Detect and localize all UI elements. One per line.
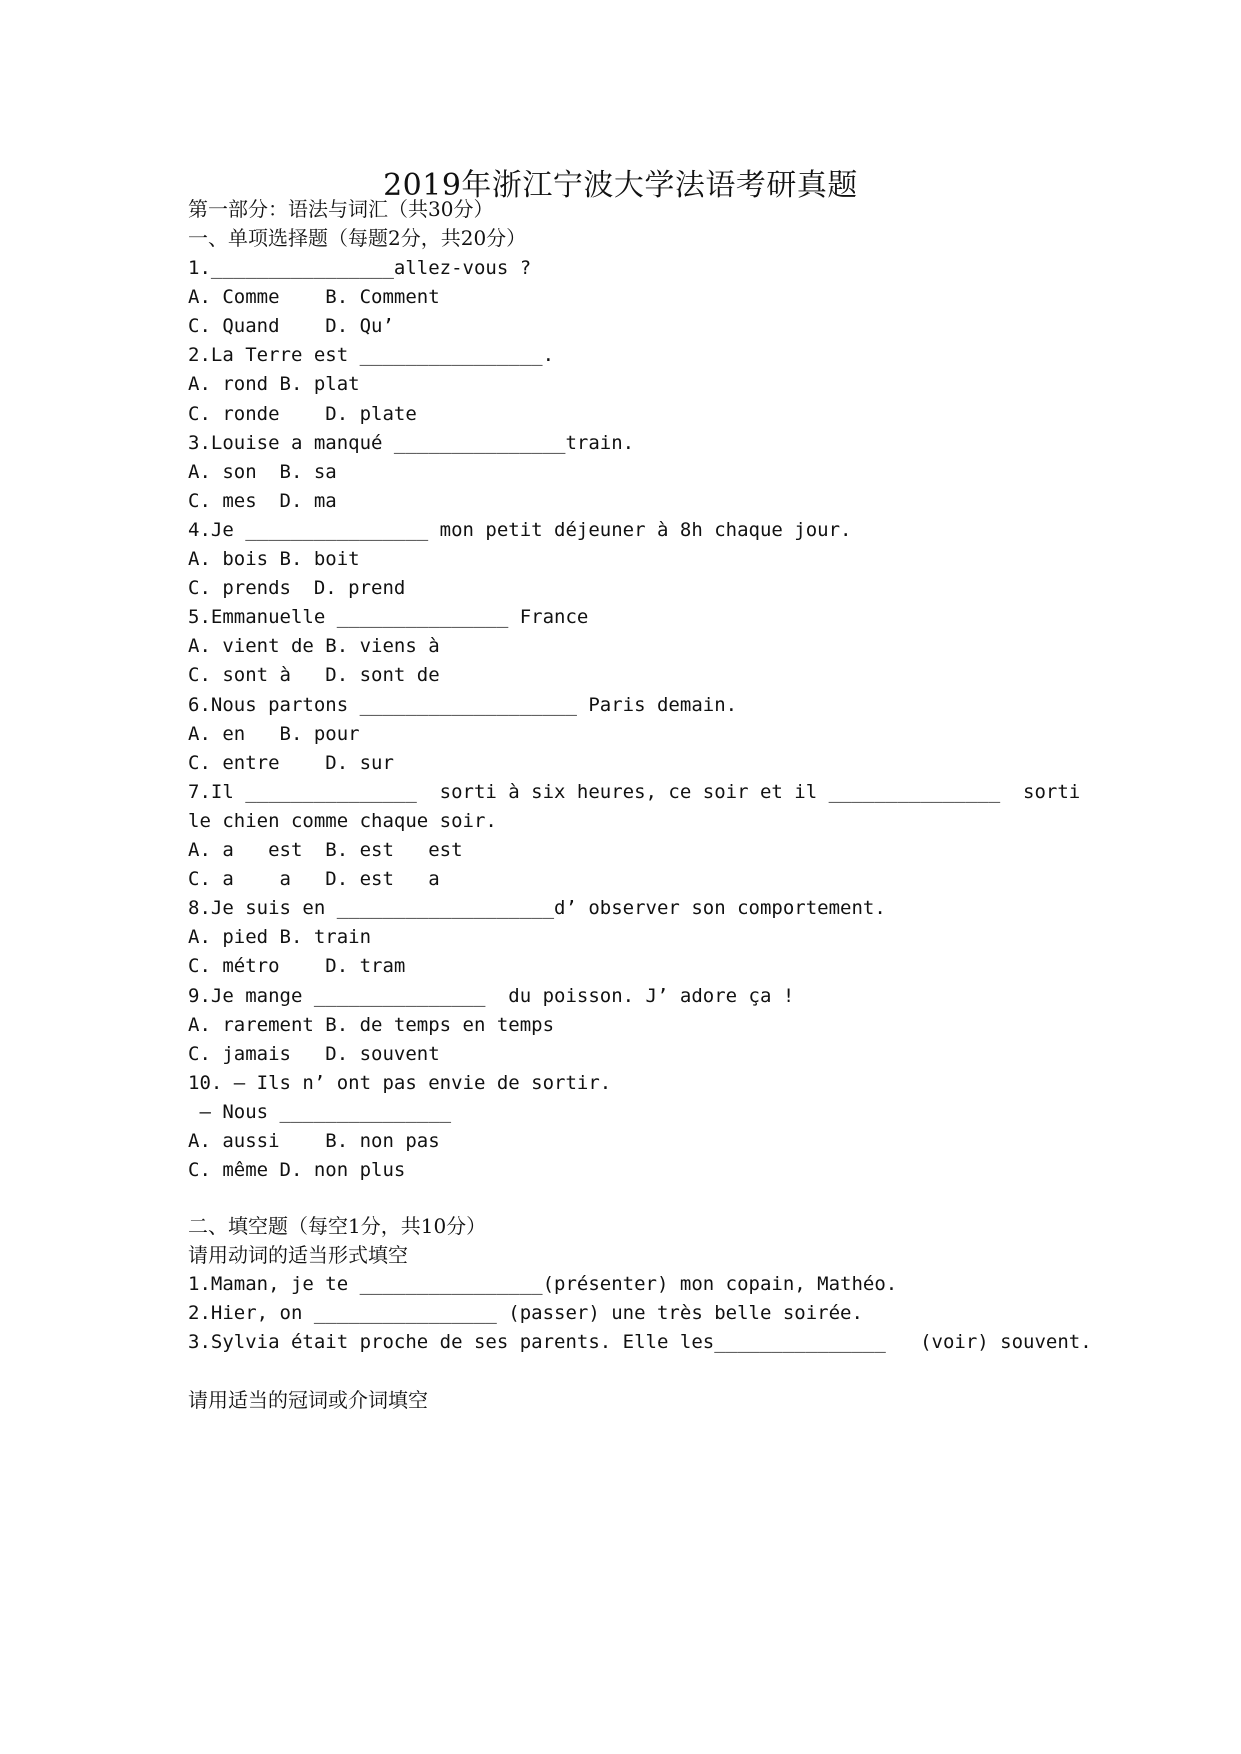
question-line: 2.La Terre est ________________. — [188, 344, 555, 367]
question-line: 7.Il _______________ sorti à six heures, ce soir et il _______________ sorti — [188, 780, 1081, 803]
question-line: 1.________________allez-vous ? — [188, 257, 532, 279]
part-heading-fill: 二、填空题（每空1分，共10分） — [188, 1214, 487, 1238]
question-line: A. bois B. boit — [188, 548, 360, 570]
question-line: A. vient de B. viens à — [188, 635, 440, 658]
question-line: C. sont à D. sont de — [188, 664, 440, 687]
section-heading: 第一部分：语法与词汇（共30分） — [188, 197, 494, 221]
question-line: C. entre D. sur — [188, 751, 394, 774]
question-line: C. mes D. ma — [188, 489, 337, 512]
question-line: 9.Je mange _______________ du poisson. J’ adore ça ! — [188, 984, 795, 1007]
question-line: A. pied B. train — [188, 926, 372, 949]
question-line: C. ronde D. plate — [188, 402, 417, 425]
question-line: A. son B. sa — [188, 460, 337, 483]
question-line: A. rarement B. de temps en temps — [188, 1013, 555, 1036]
fill-line: 2.Hier, on ________________ (passer) une très belle soirée. — [188, 1302, 863, 1325]
question-line: C. métro D. tram — [188, 955, 406, 978]
instruction-articles: 请用适当的冠词或介词填空 — [188, 1388, 428, 1412]
question-line: A. Comme B. Comment — [188, 286, 440, 309]
question-line: 6.Nous partons ___________________ Paris demain. — [188, 693, 738, 716]
question-line: le chien comme chaque soir. — [188, 809, 497, 832]
instruction-verbs: 请用动词的适当形式填空 — [188, 1243, 408, 1267]
part-heading-mcq: 一、单项选择题（每题2分，共20分） — [188, 226, 527, 250]
fill-line: 1.Maman, je te ________________(présenter) mon copain, Mathéo. — [188, 1273, 898, 1295]
question-line: C. prends D. prend — [188, 577, 406, 600]
question-line: A. aussi B. non pas — [188, 1130, 440, 1152]
question-line: 4.Je ________________ mon petit déjeuner à 8h chaque jour. — [188, 518, 852, 541]
question-line: A. rond B. plat — [188, 373, 360, 396]
question-line: 5.Emmanuelle _______________ France — [188, 606, 589, 629]
page-title: 2019年浙江宁波大学法语考研真题 — [383, 168, 858, 203]
question-line: A. a est B. est est — [188, 839, 463, 861]
question-line: C. jamais D. souvent — [188, 1042, 440, 1065]
question-line: C. même D. non plus — [188, 1159, 406, 1182]
question-line: 10. – Ils n’ ont pas envie de sortir. — [188, 1071, 612, 1094]
question-line: A. en B. pour — [188, 722, 360, 745]
question-line: 8.Je suis en ___________________d’ observer son comportement. — [188, 897, 886, 920]
question-line: – Nous _______________ — [188, 1100, 452, 1123]
question-line: C. Quand D. Qu’ — [188, 315, 394, 338]
question-line: 3.Louise a manqué _______________train. — [188, 431, 635, 454]
question-line: C. a a D. est a — [188, 868, 440, 891]
fill-line: 3.Sylvia était proche de ses parents. Elle les_______________ (voir) souvent. — [188, 1331, 1092, 1354]
